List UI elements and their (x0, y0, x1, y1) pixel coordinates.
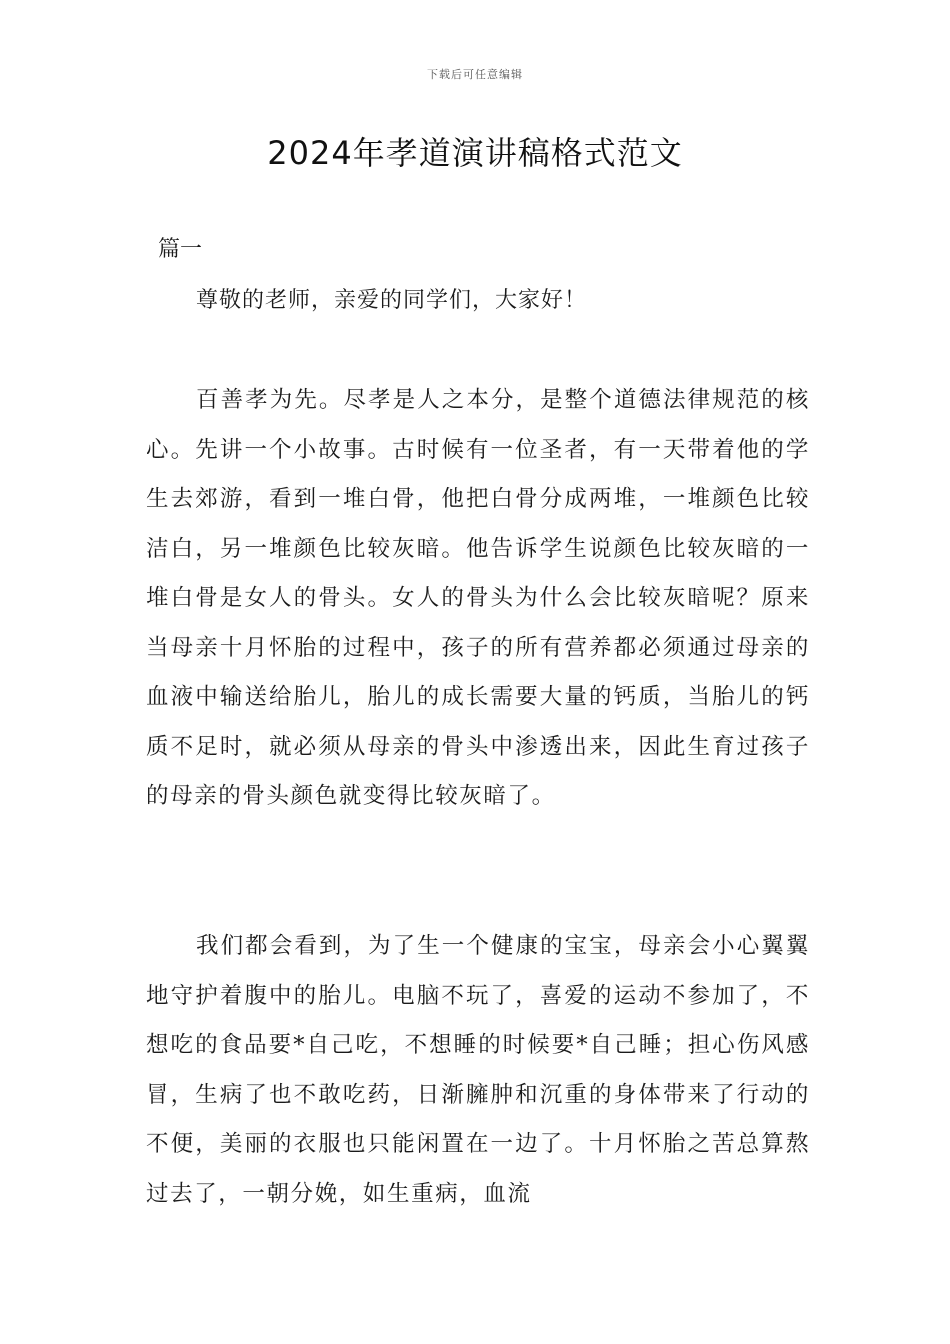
section-label: 篇一 (158, 237, 203, 262)
document-title: 2024年孝道演讲稿格式范文 (267, 134, 683, 172)
header-note: 下载后可任意编辑 (427, 68, 523, 81)
body-paragraph: 百善孝为先。尽孝是人之本分，是整个道德法律规范的核心。先讲一个小故事。古时候有一位圣者，有一天带着他的学生去郊游，看到一堆白骨，他把白骨分成两堆，一堆颜色比较洁白，另一堆颜色比较灰暗。他告诉学生说颜色比较灰暗的一堆白骨是女人的骨头。女人的骨头为什么会比较灰暗呢？原来当母亲十月怀胎的过程中，孩子的所有营养都必须通过母亲的血液中输送给胎儿，胎儿的成长需要大量的钙质，当胎儿的钙质不足时，就必须从母亲的骨头中渗透出来，因此生育过孩子的母亲的骨头颜色就变得比较灰暗了。 (146, 387, 810, 809)
greeting-line: 尊敬的老师，亲爱的同学们，大家好！ (196, 288, 588, 313)
body-paragraph: 我们都会看到，为了生一个健康的宝宝，母亲会小心翼翼地守护着腹中的胎儿。电脑不玩了，喜爱的运动不参加了，不想吃的食品要*自己吃，不想睡的时候要*自己睡；担心伤风感冒，生病了也不敢吃药，日渐臃肿和沉重的身体带来了行动的不便，美丽的衣服也只能闲置在一边了。十月怀胎之苦总算熬过去了，一朝分娩，如生重病，血流 (146, 933, 810, 1207)
